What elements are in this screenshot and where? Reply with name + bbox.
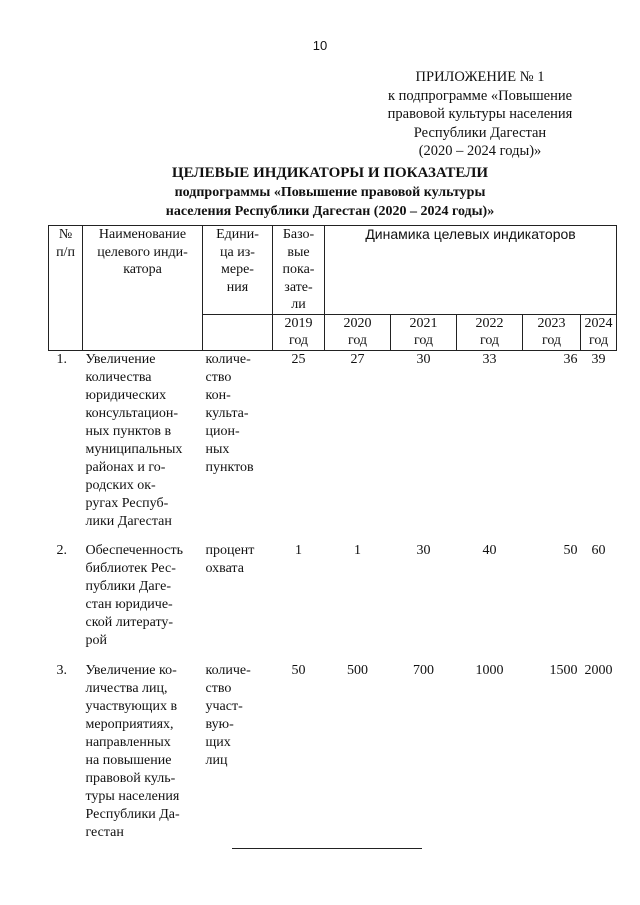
- value-2019: 25: [291, 351, 306, 367]
- year-2019: 2019 год: [273, 314, 325, 350]
- document-title: [60, 164, 600, 221]
- page-number: 10: [312, 38, 328, 53]
- value-2020: 500: [347, 663, 368, 678]
- title-line: населения Республики Дагестан (2020 – 2024 годы)»: [165, 204, 495, 219]
- title-line: ЦЕЛЕВЫЕ ИНДИКАТОРЫ И ПОКАЗАТЕЛИ: [171, 165, 489, 181]
- table-row: [49, 662, 617, 842]
- value-2023: 1500: [549, 663, 578, 678]
- table-row: [49, 542, 617, 662]
- value-2022: 33: [482, 351, 497, 367]
- value-2021: 30: [416, 543, 431, 558]
- appendix-block: [370, 68, 590, 161]
- header-num: № п/п: [49, 226, 83, 351]
- footer-divider: [232, 848, 422, 849]
- header-base: Базо- вые пока- зате- ли: [273, 226, 325, 315]
- appendix-line: к подпрограмме «Повышение: [387, 87, 573, 104]
- value-2023: 36: [563, 351, 578, 367]
- value-2020: 27: [350, 351, 365, 367]
- header-dynamics: Динамика целевых индикаторов: [325, 226, 617, 315]
- year-2021: 2021 год: [391, 314, 457, 350]
- indicator-name: Обеспеченность библиотек Рес- публики Даге- стан юридиче- ской литерату- рой: [85, 543, 183, 648]
- value-2024: 60: [591, 543, 606, 558]
- value-2022: 1000: [475, 663, 504, 678]
- indicator-name: Увеличение ко- личества лиц, участвующих в мероприятиях, направленных на повышение правовой куль- туры населения Республики Да- гестан: [85, 663, 180, 840]
- value-2024: 2000: [584, 663, 613, 678]
- value-2019: 1: [295, 543, 302, 558]
- row-number: 1.: [56, 351, 67, 367]
- header-unit: Едини- ца из- мере- ния: [203, 226, 273, 315]
- header-unit-empty: [203, 314, 273, 350]
- indicator-name: Увеличение количества юридических консультацион- ных пунктов в муниципальных районах и го- родских ок- ругах Респуб- лики Дагестан: [85, 351, 183, 529]
- appendix-line: правовой культуры населения: [387, 106, 573, 122]
- value-2019: 50: [291, 663, 306, 678]
- indicator-unit: процент охвата: [205, 543, 255, 576]
- value-2020: 1: [354, 543, 361, 558]
- value-2024: 39: [591, 351, 606, 367]
- appendix-line: ПРИЛОЖЕНИЕ № 1: [415, 69, 545, 85]
- table-row: [49, 350, 617, 542]
- value-2021: 700: [413, 663, 434, 678]
- value-2023: 50: [563, 543, 578, 558]
- year-2022: 2022 год: [457, 314, 523, 350]
- appendix-line: Республики Дагестан: [413, 124, 547, 141]
- year-2023: 2023 год: [523, 314, 581, 350]
- row-number: 2.: [56, 543, 67, 558]
- title-line: подпрограммы «Повышение правовой культуры: [174, 185, 486, 200]
- row-number: 3.: [56, 663, 67, 678]
- indicator-unit: количе- ство участ- вую- щих лиц: [205, 663, 251, 768]
- header-name: Наименование целевого инди- катора: [83, 226, 203, 351]
- year-2024: 2024 год: [581, 314, 617, 350]
- appendix-line: (2020 – 2024 годы)»: [418, 143, 542, 159]
- value-2021: 30: [416, 351, 431, 367]
- value-2022: 40: [482, 543, 497, 558]
- indicators-table: [48, 225, 617, 842]
- indicator-unit: количе- ство кон- культа- цион- ных пунктов: [205, 351, 254, 475]
- year-2020: 2020 год: [325, 314, 391, 350]
